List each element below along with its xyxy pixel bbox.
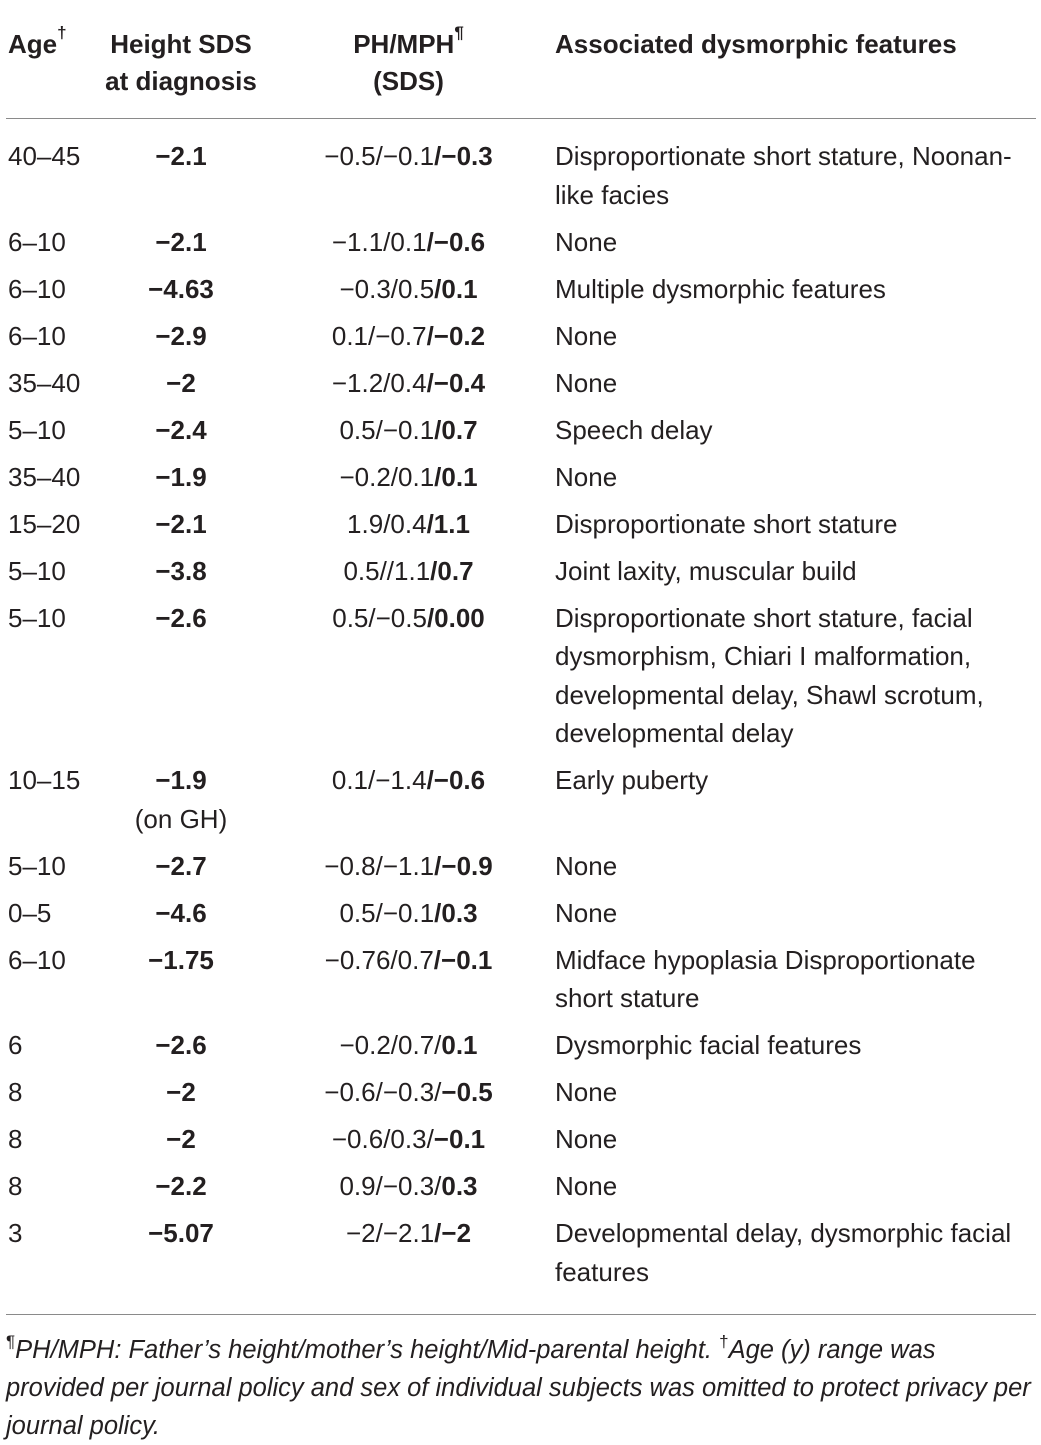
parent-heights: 1.9/0.4 (347, 508, 427, 539)
height-sds-value: −2.9 (155, 320, 207, 351)
cell-height-sds (100, 552, 262, 599)
header-age: Age† (6, 18, 100, 119)
parent-heights: −0.3/0.5 (339, 273, 435, 304)
table-row (6, 505, 1036, 552)
dysmorphic-features-table (6, 18, 1036, 1300)
parent-heights: 0.5//1.1 (343, 555, 431, 586)
cell-height-sds (100, 1120, 262, 1167)
table-footnote (6, 1314, 1036, 1445)
mid-parental-height: /0.00 (426, 602, 485, 633)
mid-parental-height: /−0.3 (434, 141, 493, 171)
parent-heights: −0.76/0.7 (324, 944, 434, 975)
cell-height-sds (100, 458, 262, 505)
cell-features: Early puberty (555, 765, 709, 795)
cell-features: Disproportionate short stature (555, 508, 898, 539)
height-sds-value: −4.63 (148, 273, 214, 304)
height-sds-value: −2 (166, 367, 196, 398)
cell-height-sds (100, 505, 262, 552)
parent-heights: 0.9/−0.3/ (339, 1171, 442, 1201)
footnote-text-2: Age (y) range was provided per journal policy and sex of individual subjects was omitted to protect privacy per journal policy. (6, 1336, 1031, 1440)
mid-parental-height: 0.3 (441, 1171, 478, 1201)
table-row (6, 458, 1036, 505)
cell-features: Developmental delay, dysmorphic facial features (555, 1218, 1012, 1287)
table-row (6, 411, 1036, 458)
table-row (6, 599, 1036, 762)
table-row (6, 1214, 1036, 1300)
height-sds-value: −1.9 (155, 765, 207, 795)
height-sds-value: −2.1 (155, 141, 207, 171)
mid-parental-height: /−0.2 (426, 320, 486, 351)
cell-age: 5–10 (8, 850, 66, 881)
parent-heights: −1.2/0.4 (331, 367, 427, 398)
cell-features: Disproportionate short stature, Noonan-like facies (555, 141, 1012, 210)
cell-age: 0–5 (8, 897, 52, 928)
cell-height-sds (100, 1167, 262, 1214)
cell-features: Dysmorphic facial features (555, 1030, 862, 1060)
cell-ph-mph (262, 1214, 555, 1300)
parent-heights: 0.5/−0.1 (339, 897, 435, 928)
table-row (6, 270, 1036, 317)
height-sds-value: −3.8 (155, 555, 207, 586)
mid-parental-height: /−0.1 (433, 944, 493, 975)
cell-height-sds (100, 894, 262, 941)
cell-features: None (555, 850, 618, 881)
table-row (6, 1167, 1036, 1214)
cell-height-sds (100, 941, 262, 1027)
table-row (6, 941, 1036, 1027)
cell-age: 8 (8, 1077, 23, 1107)
cell-age: 5–10 (8, 602, 66, 633)
parent-heights: 0.1/−1.4 (331, 765, 427, 795)
table-row (6, 364, 1036, 411)
table-row (6, 1073, 1036, 1120)
cell-height-sds (100, 364, 262, 411)
parent-heights: 0.5/−0.1 (339, 414, 435, 445)
cell-age: 8 (8, 1171, 23, 1201)
mid-parental-height: /0.1 (434, 273, 478, 304)
height-sds-value: −4.6 (155, 897, 207, 928)
height-sds-value: −1.75 (148, 944, 214, 975)
parent-heights: −0.5/−0.1 (324, 141, 435, 171)
mid-parental-height: /0.3 (434, 897, 478, 928)
footnote-text-1: PH/MPH: Father’s height/mother’s height/Mid-parental height. (15, 1336, 720, 1364)
cell-features: None (555, 1171, 618, 1201)
table-row (6, 894, 1036, 941)
height-sds-value: −2.7 (155, 850, 207, 881)
pilcrow-mark: ¶ (454, 23, 464, 42)
footnote-dagger: † (719, 1332, 729, 1351)
cell-age: 6–10 (8, 944, 66, 975)
mid-parental-height: /0.7 (430, 555, 474, 586)
cell-height-sds (100, 761, 262, 847)
parent-heights: −2/−2.1 (345, 1218, 435, 1248)
cell-ph-mph (262, 941, 555, 1027)
cell-height-sds (100, 1026, 262, 1073)
cell-features: None (555, 367, 618, 398)
parent-heights: −1.1/0.1 (331, 226, 427, 257)
cell-ph-mph (262, 458, 555, 505)
mid-parental-height: /−2 (434, 1218, 472, 1248)
cell-ph-mph (262, 119, 555, 223)
cell-ph-mph (262, 847, 555, 894)
table-row (6, 1026, 1036, 1073)
cell-features: Multiple dysmorphic features (555, 273, 886, 304)
cell-features: Disproportionate short stature, facial dysmorphism, Chiari I malformation, developmental delay, Shawl scrotum, developmental delay (555, 602, 984, 748)
table-row (6, 552, 1036, 599)
mid-parental-height: /0.1 (434, 461, 478, 492)
height-sds-value: −2.6 (155, 602, 207, 633)
mid-parental-height: /1.1 (426, 508, 470, 539)
cell-ph-mph (262, 599, 555, 762)
cell-ph-mph (262, 364, 555, 411)
cell-age: 5–10 (8, 414, 66, 445)
table-row (6, 1120, 1036, 1167)
mid-parental-height: /−0.9 (434, 850, 493, 881)
cell-height-sds (100, 599, 262, 762)
table-row (6, 761, 1036, 847)
cell-ph-mph (262, 894, 555, 941)
parent-heights: −0.2/0.1 (339, 461, 435, 492)
cell-ph-mph (262, 761, 555, 847)
mid-parental-height: /0.7 (434, 414, 478, 445)
cell-ph-mph (262, 411, 555, 458)
cell-features: None (555, 461, 618, 492)
cell-age: 3 (8, 1218, 23, 1248)
table-header-row (6, 18, 1036, 119)
cell-ph-mph (262, 1167, 555, 1214)
table-row (6, 223, 1036, 270)
parent-heights: −0.6/−0.3/ (324, 1077, 442, 1107)
cell-ph-mph (262, 223, 555, 270)
cell-age: 10–15 (8, 765, 81, 795)
mid-parental-height: 0.1 (441, 1030, 478, 1060)
height-sds-note: (on GH) (134, 803, 228, 834)
height-sds-value: −2 (166, 1124, 196, 1154)
cell-features: None (555, 1077, 618, 1107)
mid-parental-height: −0.5 (441, 1077, 493, 1107)
cell-height-sds (100, 411, 262, 458)
cell-ph-mph (262, 270, 555, 317)
cell-features: Speech delay (555, 414, 713, 445)
header-features: Associated dysmorphic features (555, 18, 1036, 119)
cell-ph-mph (262, 1120, 555, 1167)
parent-heights: −0.6/0.3/ (331, 1124, 434, 1154)
cell-height-sds (100, 1073, 262, 1120)
height-sds-value: −2.2 (155, 1171, 207, 1201)
cell-ph-mph (262, 1026, 555, 1073)
cell-age: 5–10 (8, 555, 66, 586)
cell-age: 35–40 (8, 367, 81, 398)
cell-height-sds (100, 1214, 262, 1300)
cell-ph-mph (262, 317, 555, 364)
cell-height-sds (100, 847, 262, 894)
mid-parental-height: /−0.6 (426, 765, 486, 795)
cell-age: 35–40 (8, 461, 81, 492)
height-sds-value: −5.07 (148, 1218, 214, 1248)
parent-heights: 0.5/−0.5 (332, 602, 427, 633)
cell-age: 6 (8, 1030, 23, 1060)
footnote-pilcrow: ¶ (6, 1332, 16, 1351)
cell-age: 15–20 (8, 508, 81, 539)
parent-heights: 0.1/−0.7 (331, 320, 427, 351)
table-row (6, 847, 1036, 894)
height-sds-value: −2.1 (155, 508, 207, 539)
dagger-mark: † (57, 23, 67, 42)
mid-parental-height: /−0.4 (426, 367, 486, 398)
height-sds-value: −2 (166, 1077, 196, 1107)
cell-features: Midface hypoplasia Disproportionate short stature (555, 944, 976, 1013)
header-ph-mph: PH/MPH¶ (SDS) (262, 18, 555, 119)
table-row (6, 119, 1036, 223)
parent-heights: −0.8/−1.1 (324, 850, 435, 881)
cell-age: 8 (8, 1124, 23, 1154)
cell-features: None (555, 897, 618, 928)
cell-ph-mph (262, 1073, 555, 1120)
cell-age: 6–10 (8, 320, 66, 351)
cell-features: Joint laxity, muscular build (555, 555, 857, 586)
cell-age: 6–10 (8, 226, 66, 257)
height-sds-value: −2.6 (155, 1030, 207, 1060)
data-table-container (6, 18, 1036, 1300)
height-sds-value: −2.1 (155, 226, 207, 257)
height-sds-value: −2.4 (155, 414, 207, 445)
header-height-sds: Height SDS at diagnosis (100, 18, 262, 119)
table-row (6, 317, 1036, 364)
cell-height-sds (100, 317, 262, 364)
cell-ph-mph (262, 505, 555, 552)
cell-features: None (555, 1124, 618, 1154)
height-sds-value: −1.9 (155, 461, 207, 492)
cell-height-sds (100, 223, 262, 270)
cell-age: 40–45 (8, 141, 81, 171)
cell-age: 6–10 (8, 273, 66, 304)
cell-ph-mph (262, 552, 555, 599)
parent-heights: −0.2/0.7/ (339, 1030, 442, 1060)
cell-features: None (555, 226, 618, 257)
mid-parental-height: /−0.6 (426, 226, 486, 257)
mid-parental-height: −0.1 (433, 1124, 486, 1154)
cell-features: None (555, 320, 618, 351)
cell-height-sds (100, 119, 262, 223)
cell-height-sds (100, 270, 262, 317)
